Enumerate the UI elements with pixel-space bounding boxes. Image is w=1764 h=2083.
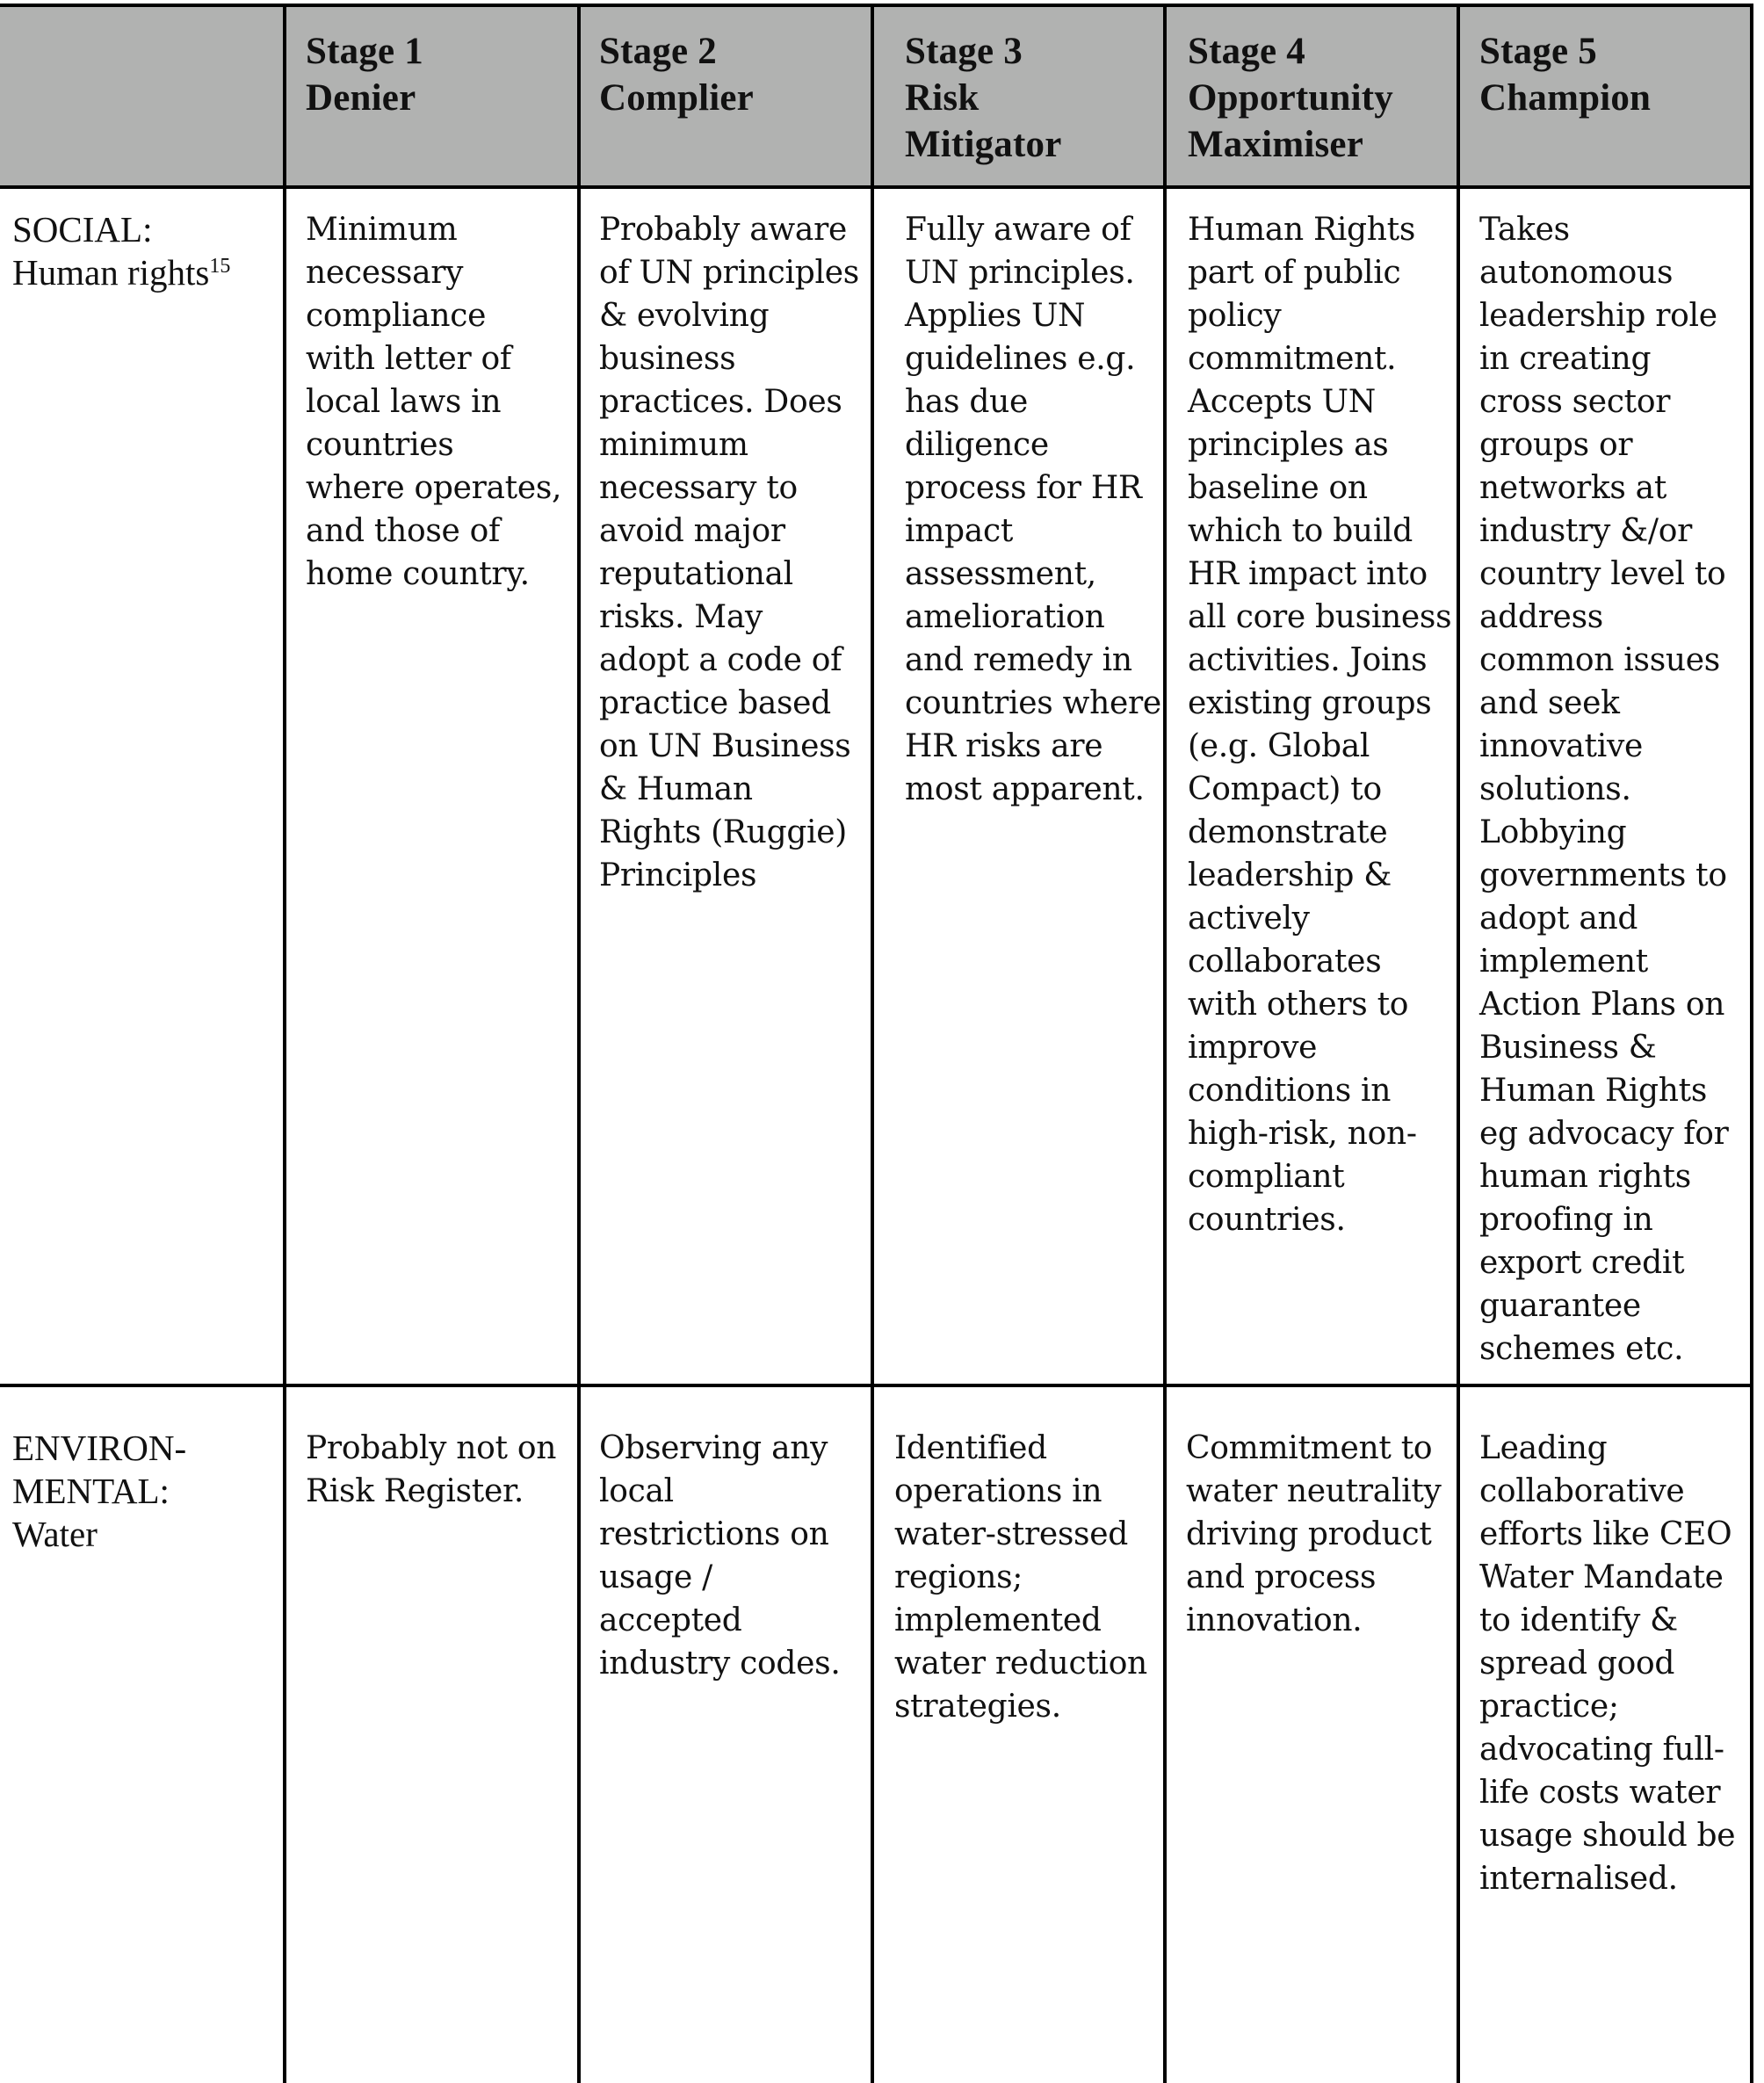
cell-text-line: practice based [599, 685, 831, 721]
cell-social-stage-1 [306, 208, 561, 596]
cell-text-line: actively [1188, 900, 1310, 937]
cell-text-line: minimum [599, 427, 748, 463]
cell-text-line: all core business [1188, 599, 1452, 635]
cell-text-line: implement [1479, 944, 1648, 980]
row-label-line [12, 251, 230, 294]
cell-text-line: of UN principles [599, 255, 859, 291]
row-divider [0, 1384, 1753, 1387]
cell-text-line: compliant [1188, 1159, 1345, 1195]
stage-name: Maximiser [1188, 124, 1364, 165]
table-top-border [0, 4, 1753, 7]
cell-text-line: with others to [1188, 987, 1409, 1023]
cell-text-line: Probably not on [306, 1430, 557, 1466]
cell-text-line: most apparent. [905, 771, 1145, 807]
cell-environmental-stage-1 [306, 1427, 556, 1513]
cell-text-line: and process [1186, 1559, 1377, 1595]
cell-text-line: innovation. [1186, 1602, 1363, 1638]
cell-text-line: Human Rights [1479, 1073, 1707, 1109]
cell-text-line: autonomous [1479, 255, 1674, 291]
cell-text-line: Observing any [599, 1430, 828, 1466]
row-label-text: Human rights [12, 252, 210, 293]
cell-text-line: part of public [1188, 255, 1401, 291]
cell-text-line: life costs water [1479, 1775, 1721, 1811]
cell-text-line: regions; [894, 1559, 1023, 1595]
header-stage-4 [1188, 28, 1393, 168]
stage-number: Stage 1 [306, 31, 423, 72]
cell-text-line: spread good [1479, 1645, 1675, 1682]
cell-text-line: governments to [1479, 857, 1727, 893]
cell-text-line: usage / [599, 1559, 712, 1595]
stage-name: Risk [905, 77, 980, 119]
cell-text-line: baseline on [1188, 470, 1368, 506]
stage-number: Stage 2 [599, 31, 717, 72]
footnote-reference: 15 [209, 255, 231, 278]
cell-text-line: local laws in [306, 384, 502, 420]
cell-text-line: risks. May [599, 599, 763, 635]
cell-text-line: diligence [905, 427, 1049, 463]
cell-social-stage-5 [1479, 208, 1729, 1371]
cell-text-line: Applies UN [905, 298, 1086, 334]
cell-text-line: water-stressed [894, 1516, 1128, 1552]
cell-text-line: proofing in [1479, 1202, 1653, 1238]
cell-text-line: implemented [894, 1602, 1102, 1638]
stage-number: Stage 5 [1479, 31, 1597, 72]
cell-text-line: conditions in [1188, 1073, 1392, 1109]
column-divider [1163, 4, 1167, 2083]
header-stage-3 [905, 28, 1062, 168]
cell-text-line: impact [905, 513, 1013, 549]
stage-number: Stage 3 [905, 31, 1023, 72]
cell-text-line: HR impact into [1188, 556, 1428, 592]
cell-text-line: Risk Register. [306, 1473, 524, 1509]
cell-environmental-stage-5 [1479, 1427, 1735, 1900]
cell-text-line: which to build [1188, 513, 1413, 549]
cell-text-line: innovative [1479, 728, 1643, 764]
cell-text-line: has due [905, 384, 1029, 420]
stage-number: Stage 4 [1188, 31, 1305, 72]
cell-text-line: Commitment to [1186, 1430, 1433, 1466]
cell-text-line: assessment, [905, 556, 1096, 592]
cell-social-stage-4 [1188, 208, 1451, 1241]
cell-text-line: restrictions on [599, 1516, 829, 1552]
cell-text-line: internalised. [1479, 1861, 1678, 1897]
cell-text-line: and remedy in [905, 642, 1132, 678]
header-stage-5 [1479, 28, 1651, 121]
cell-text-line: guidelines e.g. [905, 341, 1136, 377]
cell-text-line: Human Rights [1188, 212, 1415, 248]
cell-environmental-stage-4 [1186, 1427, 1442, 1642]
cell-text-line: Lobbying [1479, 814, 1627, 850]
cell-text-line: where operates, [306, 470, 562, 506]
cell-text-line: existing groups [1188, 685, 1432, 721]
cell-text-line: groups or [1479, 427, 1633, 463]
cell-text-line: Rights (Ruggie) [599, 814, 848, 850]
cell-text-line: water neutrality [1186, 1473, 1442, 1509]
cell-text-line: Fully aware of [905, 212, 1131, 248]
column-divider [871, 4, 874, 2083]
row-label-environmental [12, 1427, 186, 1556]
cell-text-line: collaborative [1479, 1473, 1685, 1509]
cell-text-line: HR risks are [905, 728, 1103, 764]
cell-text-line: operations in [894, 1473, 1102, 1509]
cell-text-line: Action Plans on [1479, 987, 1725, 1023]
cell-text-line: eg advocacy for [1479, 1116, 1729, 1152]
cell-text-line: necessary [306, 255, 464, 291]
cell-text-line: water reduction [894, 1645, 1147, 1682]
cell-text-line: Probably aware [599, 212, 848, 248]
cell-text-line: and seek [1479, 685, 1620, 721]
cell-text-line: commitment. [1188, 341, 1397, 377]
header-bottom-border [0, 185, 1753, 189]
header-stage-1 [306, 28, 423, 121]
header-stage-2 [599, 28, 754, 121]
stage-name: Denier [306, 77, 416, 119]
cell-text-line: efforts like CEO [1479, 1516, 1732, 1552]
cell-text-line: usage should be [1479, 1818, 1736, 1854]
row-label-line: SOCIAL: [12, 209, 153, 250]
cell-text-line: export credit [1479, 1245, 1685, 1281]
cell-text-line: & Human [599, 771, 753, 807]
cell-text-line: Compact) to [1188, 771, 1382, 807]
cell-text-line: guarantee [1479, 1288, 1641, 1324]
cell-text-line: demonstrate [1188, 814, 1388, 850]
cell-text-line: leadership role [1479, 298, 1717, 334]
cell-text-line: amelioration [905, 599, 1105, 635]
cell-text-line: Identified [894, 1430, 1047, 1466]
cell-environmental-stage-3 [894, 1427, 1147, 1728]
cell-text-line: high-risk, non- [1188, 1116, 1417, 1152]
cell-text-line: practices. Does [599, 384, 842, 420]
cell-social-stage-3 [905, 208, 1161, 811]
cell-text-line: accepted [599, 1602, 742, 1638]
cell-text-line: Minimum [306, 212, 458, 248]
cell-text-line: avoid major [599, 513, 785, 549]
cell-text-line: activities. Joins [1188, 642, 1428, 678]
cell-text-line: in creating [1479, 341, 1652, 377]
cell-text-line: cross sector [1479, 384, 1671, 420]
cell-text-line: & evolving [599, 298, 770, 334]
cell-text-line: policy [1188, 298, 1282, 334]
cell-text-line: schemes etc. [1479, 1331, 1684, 1367]
cell-text-line: countries. [1188, 1202, 1346, 1238]
cell-text-line: countries where [905, 685, 1161, 721]
cell-text-line: advocating full- [1479, 1732, 1724, 1768]
cell-text-line: compliance [306, 298, 487, 334]
cell-text-line: with letter of [306, 341, 511, 377]
cell-text-line: common issues [1479, 642, 1720, 678]
cell-text-line: countries [306, 427, 454, 463]
cell-text-line: necessary to [599, 470, 798, 506]
cell-text-line: reputational [599, 556, 793, 592]
cell-text-line: human rights [1479, 1159, 1691, 1195]
row-label-social [12, 208, 230, 294]
cell-text-line: adopt and [1479, 900, 1638, 937]
stage-name: Complier [599, 77, 754, 119]
cell-text-line: adopt a code of [599, 642, 842, 678]
cell-text-line: strategies. [894, 1689, 1061, 1725]
cell-text-line: Water Mandate [1479, 1559, 1724, 1595]
cell-text-line: home country. [306, 556, 530, 592]
cell-text-line: practice; [1479, 1689, 1619, 1725]
cell-text-line: driving product [1186, 1516, 1432, 1552]
cell-text-line: on UN Business [599, 728, 851, 764]
cell-text-line: industry &/or [1479, 513, 1693, 549]
cell-social-stage-2 [599, 208, 859, 897]
cell-text-line: networks at [1479, 470, 1667, 506]
cell-text-line: MENTAL: [12, 1471, 170, 1511]
cell-text-line: Business & [1479, 1030, 1657, 1066]
cell-text-line: (e.g. Global [1188, 728, 1370, 764]
column-divider [283, 4, 286, 2083]
cell-text-line: industry codes. [599, 1645, 841, 1682]
cell-text-line: Accepts UN [1188, 384, 1376, 420]
cell-text-line: Leading [1479, 1430, 1608, 1466]
column-divider [1457, 4, 1460, 2083]
cell-text-line: solutions. [1479, 771, 1631, 807]
cell-text-line: address [1479, 599, 1603, 635]
cell-text-line: collaborates [1188, 944, 1382, 980]
stage-name: Mitigator [905, 124, 1062, 165]
cell-text-line: Takes [1479, 212, 1570, 248]
cell-text-line: UN principles. [905, 255, 1135, 291]
cell-text-line: and those of [306, 513, 501, 549]
cell-text-line: leadership & [1188, 857, 1392, 893]
cell-text-line: improve [1188, 1030, 1318, 1066]
cell-text-line: Principles [599, 857, 757, 893]
cell-text-line: business [599, 341, 736, 377]
cell-environmental-stage-2 [599, 1427, 840, 1685]
cell-text-line: principles as [1188, 427, 1389, 463]
stage-name: Opportunity [1188, 77, 1393, 119]
table-right-border [1750, 4, 1753, 2083]
cell-text-line: Water [12, 1514, 98, 1554]
column-divider [577, 4, 581, 2083]
cell-text-line: local [599, 1473, 674, 1509]
cell-text-line: ENVIRON- [12, 1428, 187, 1468]
stage-name: Champion [1479, 77, 1652, 119]
cell-text-line: process for HR [905, 470, 1142, 506]
cell-text-line: country level to [1479, 556, 1726, 592]
cell-text-line: to identify & [1479, 1602, 1678, 1638]
